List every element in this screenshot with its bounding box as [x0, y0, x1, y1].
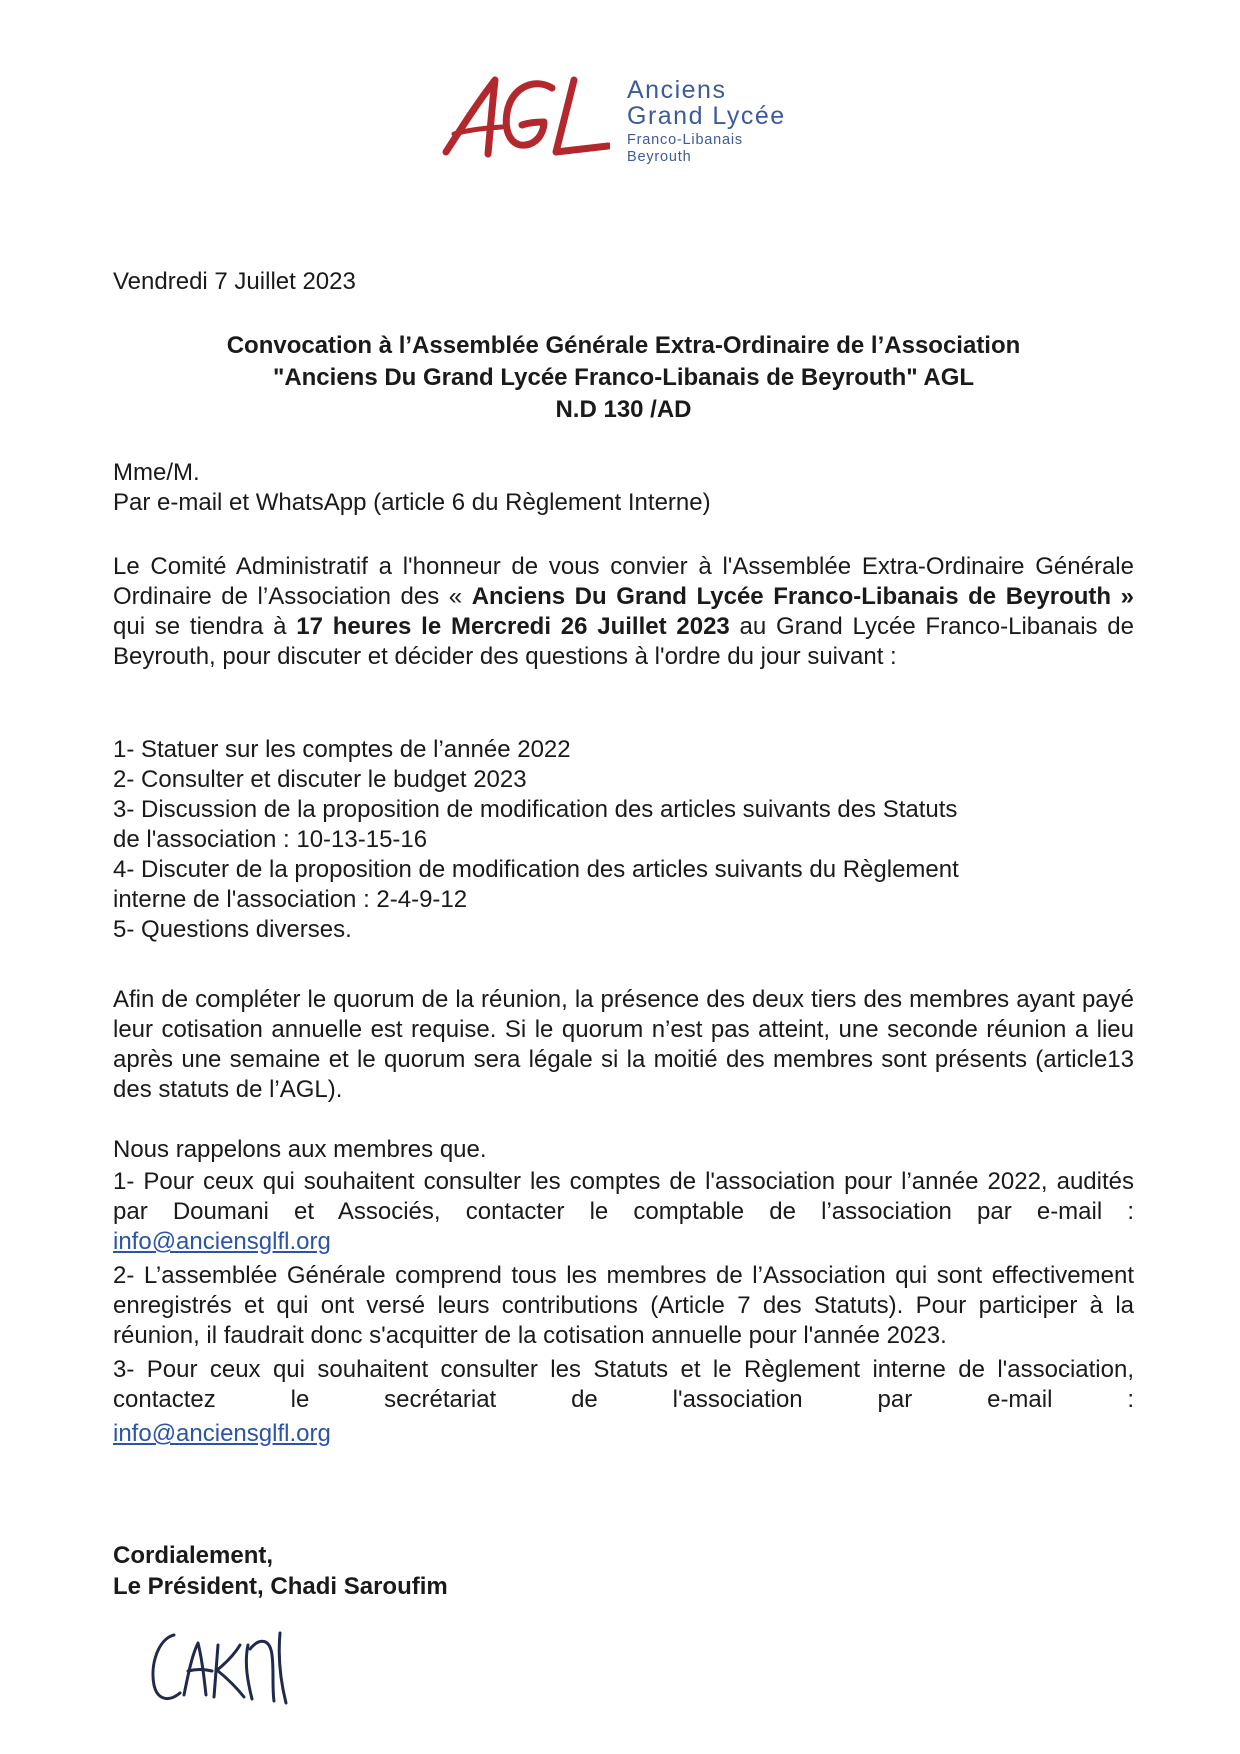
email-link-secretariat[interactable]: info@anciensglfl.org	[113, 1420, 331, 1447]
title-line-2: "Anciens Du Grand Lycée Franco-Libanais de Beyrouth" AGL	[272, 364, 975, 391]
title-line-1: Convocation à l’Assemblée Générale Extra-Ordinaire de l’Association	[226, 332, 1021, 359]
reminders-title: Nous rappelons aux membres que.	[113, 1136, 487, 1163]
letter-title	[113, 330, 1134, 426]
letter-date: Vendredi 7 Juillet 2023	[113, 268, 356, 295]
reminder-item-1	[113, 1167, 1134, 1257]
addressee-line-2: Par e-mail et WhatsApp (article 6 du Règlement Interne)	[113, 489, 711, 516]
agl-logo	[440, 72, 820, 172]
agenda-list	[113, 735, 1134, 945]
closing-signatory: Le Président, Chadi Saroufim	[113, 1573, 448, 1600]
logo-line-2: Grand Lycée	[627, 102, 786, 130]
logo-line-3: Franco-Libanais	[627, 132, 743, 148]
intro-part-3: au Grand Lycée Franco-Libanais de Beyrouth, pour discuter et décider des questions à l'ordre du jour suivant :	[113, 613, 1134, 670]
reminder-item-2: 2- L’assemblée Générale comprend tous les membres de l’Association qui sont effectivement enregistrés et qui ont versé leurs contributions (Article 7 des Statuts). Pour participer à la réunion, il faudrait donc s'acquitter de la cotisation annuelle pour l'année 2023.	[113, 1262, 1134, 1349]
intro-bold-datetime: 17 heures le Mercredi 26 Juillet 2023	[296, 613, 730, 640]
logo-line-4: Beyrouth	[627, 148, 692, 165]
agenda-item-2: 2- Consulter et discuter le budget 2023	[113, 766, 527, 793]
agenda-item-3: 3- Discussion de la proposition de modification des articles suivants des Statuts	[113, 796, 958, 823]
reminder-item-1-text: 1- Pour ceux qui souhaitent consulter les comptes de l'association pour l’année 2022, audités par Doumani et Associés, contacter le comptable de l’association par e-mail :	[113, 1168, 1134, 1225]
closing-line-1: Cordialement,	[113, 1542, 274, 1569]
agenda-item-4: 4- Discuter de la proposition de modification des articles suivants du Règlement	[113, 856, 959, 883]
agenda-item-3-cont: de l'association : 10-13-15-16	[113, 826, 428, 853]
intro-bold-association: Anciens Du Grand Lycée Franco-Libanais de Beyrouth »	[471, 583, 1134, 610]
intro-part-1: Le Comité Administratif a l'honneur de vous convier à l'Assemblée Extra-Ordinaire Générale Ordinaire de l’Association des «	[113, 553, 1134, 610]
title-line-3: N.D 130 /AD	[555, 396, 692, 423]
email-link-accountant[interactable]: info@anciensglfl.org	[113, 1228, 331, 1255]
reminders-list	[113, 1167, 1134, 1449]
agenda-item-4-cont: interne de l'association : 2-4-9-12	[113, 886, 468, 913]
closing	[113, 1540, 1134, 1602]
addressee	[113, 458, 1134, 518]
agenda-item-1: 1- Statuer sur les comptes de l’année 2022	[113, 736, 571, 763]
handwritten-signature-icon	[140, 1615, 340, 1715]
agenda-item-5: 5- Questions diverses.	[113, 916, 352, 943]
intro-part-2: qui se tiendra à	[113, 613, 297, 640]
reminder-item-3-email-row	[113, 1419, 1134, 1449]
agl-logo-mark-icon	[440, 72, 610, 172]
addressee-line-1: Mme/M.	[113, 459, 200, 486]
quorum-paragraph: Afin de compléter le quorum de la réunion, la présence des deux tiers des membres ayant payé leur cotisation annuelle est requise. Si le quorum n’est pas atteint, une seconde réunion a lieu après une semaine et le quorum sera légale si la moitié des membres sont présents (article13 des statuts de l’AGL).	[113, 986, 1134, 1103]
logo-wordmark	[627, 78, 786, 164]
reminder-item-3: 3- Pour ceux qui souhaitent consulter les Statuts et le Règlement interne de l'association, contactez le secrétariat de l'association par e-mail :	[113, 1356, 1134, 1413]
logo-line-1: Anciens	[627, 76, 727, 104]
intro-paragraph	[113, 552, 1134, 672]
